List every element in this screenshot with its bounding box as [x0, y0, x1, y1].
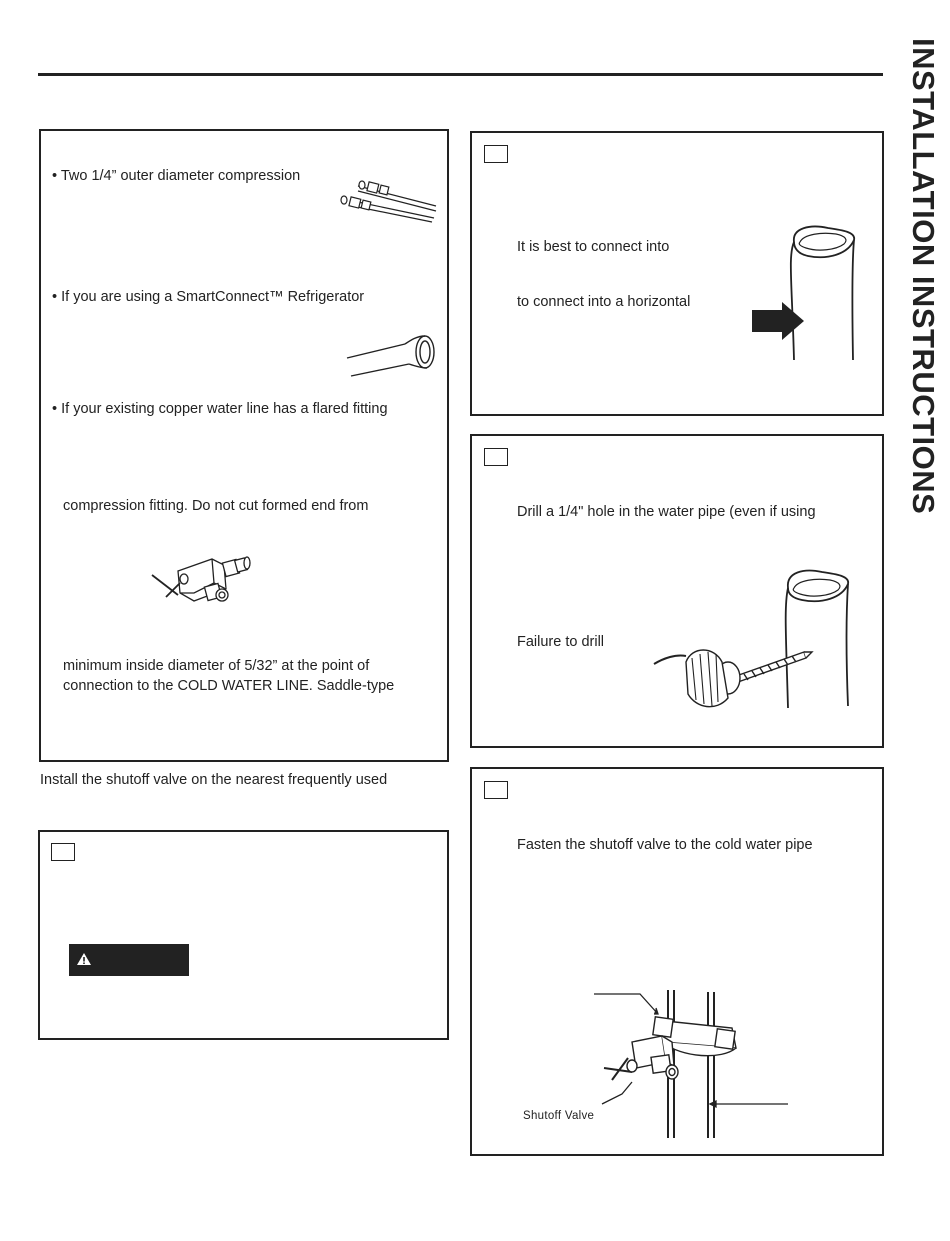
vertical-pipe-illustration [748, 222, 863, 364]
valve-fitting-illustration [150, 553, 255, 609]
step-number-box [484, 448, 508, 466]
valve-clamp-illustration [592, 986, 792, 1140]
shutoff-valve-caption: Shutoff Valve [523, 1110, 595, 1122]
compression-tubes-illustration [340, 178, 440, 220]
item-compression-tubes: • Two 1/4” outer diameter compression [52, 168, 301, 184]
item-cold-water-line: connection to the COLD WATER LINE. Saddle-type [63, 678, 395, 694]
connect-text-1: It is best to connect into [517, 239, 670, 255]
connect-text-2: to connect into a horizontal [517, 294, 691, 310]
side-title: INSTALLATION INSTRUCTIONS [906, 38, 941, 515]
drill-text-1: Drill a 1/4" hole in the water pipe (even if using [517, 504, 816, 520]
fasten-text-1: Fasten the shutoff valve to the cold water pipe [517, 837, 813, 853]
flared-tube-illustration [345, 332, 437, 380]
drill-text-2: Failure to drill [517, 634, 605, 650]
step-number-box [484, 781, 508, 799]
item-flared-fitting-cont: compression fitting. Do not cut formed end from [63, 498, 369, 514]
warning-triangle-icon [76, 952, 92, 966]
header-rule [38, 73, 883, 76]
step-number-box [484, 145, 508, 163]
warning-label [69, 944, 189, 976]
step-box-left [38, 830, 449, 1040]
item-smartconnect: • If you are using a SmartConnect™ Refrigerator [52, 289, 365, 305]
step-number-box [51, 843, 75, 861]
arrow-icon [752, 302, 804, 340]
item-flared-fitting: • If your existing copper water line has a flared fitting [52, 401, 388, 417]
drill-pipe-illustration [652, 566, 857, 712]
item-inside-diameter: minimum inside diameter of 5/32” at the point of [63, 658, 370, 674]
shutoff-note: Install the shutoff valve on the nearest frequently used [40, 772, 388, 788]
